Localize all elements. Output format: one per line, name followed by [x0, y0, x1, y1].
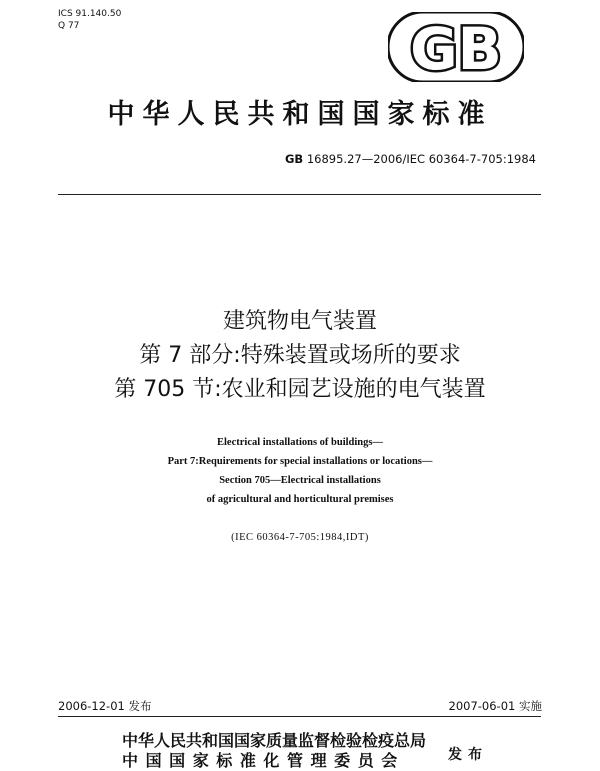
classification-codes	[58, 8, 121, 32]
gb-logo	[388, 12, 524, 82]
ccs-code: Q 77	[58, 21, 80, 31]
title-en-line4: of agricultural and horticultural premises	[206, 494, 394, 505]
title-zh-line1: 建筑物电气装置	[222, 309, 377, 334]
title-zh-line3: 第 705 节:农业和园艺设施的电气装置	[114, 377, 486, 402]
header-divider	[58, 194, 541, 195]
gb-logo-text: GB	[410, 15, 502, 82]
standard-prefix: GB	[284, 152, 304, 166]
issuer-line1: 中华人民共和国国家质量监督检验检疫总局	[122, 731, 427, 750]
publish-label: 发布	[448, 747, 488, 763]
ics-code: ICS 91.140.50	[58, 9, 122, 19]
standard-code: 16895.27—2006/IEC 60364-7-705:1984	[306, 152, 536, 166]
title-en-line3: Section 705—Electrical installations	[219, 475, 381, 486]
issue-date: 2006-12-01 发布	[58, 699, 152, 713]
footer-divider	[58, 716, 541, 717]
national-standard-label: 中华人民共和国国家标准	[107, 99, 493, 130]
title-zh-line2: 第 7 部分:特殊装置或场所的要求	[139, 343, 461, 368]
implementation-date: 2007-06-01 实施	[448, 699, 542, 713]
issuer-line2: 中 国 国 家 标 准 化 管 理 委 员 会	[122, 751, 399, 770]
standard-number	[285, 152, 536, 166]
title-en-line1: Electrical installations of buildings—	[217, 437, 383, 448]
equivalence-note: (IEC 60364-7-705:1984,IDT)	[231, 532, 369, 543]
title-en-line2: Part 7:Requirements for special installations or locations—	[167, 456, 433, 467]
